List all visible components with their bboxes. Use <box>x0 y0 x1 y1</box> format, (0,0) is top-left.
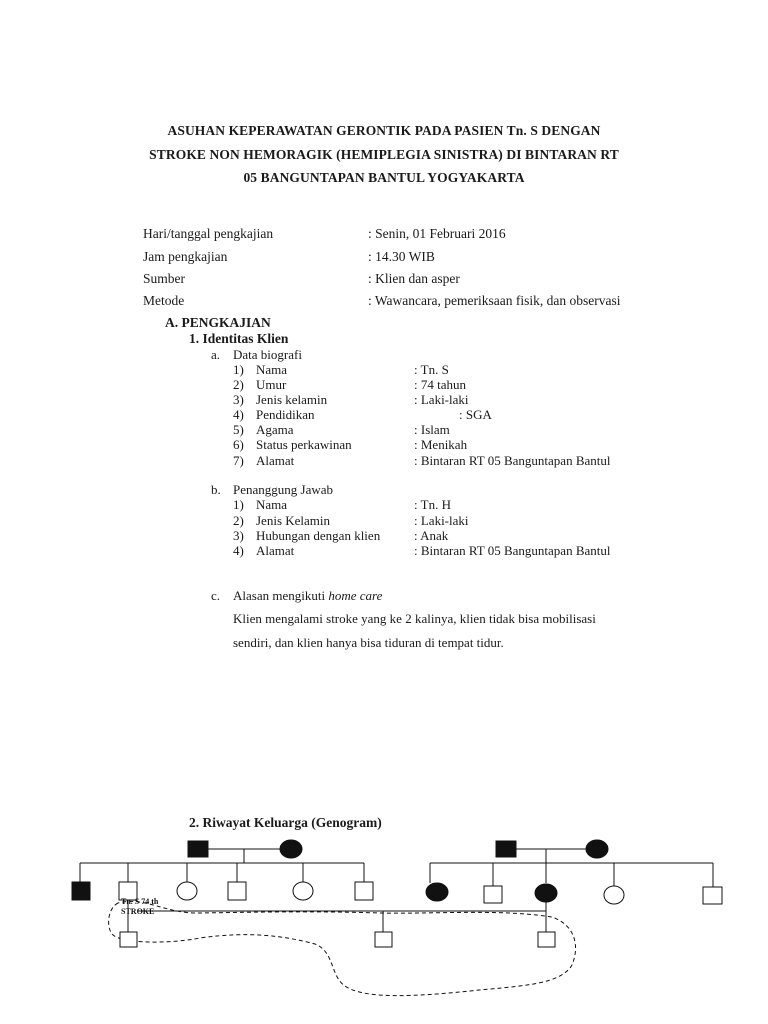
row-value: : Anak <box>414 528 449 543</box>
patient-condition: STROKE <box>121 907 155 916</box>
male-square <box>228 882 246 900</box>
row-label: Umur <box>256 377 287 392</box>
female-circle <box>177 882 197 900</box>
grandfather-deceased-square <box>496 841 516 857</box>
row-label: Alamat <box>256 453 295 468</box>
row-num: 7) <box>233 453 244 468</box>
title-line-1: ASUHAN KEPERAWATAN GERONTIK PADA PASIEN Tn. S DENGAN <box>167 123 601 138</box>
row-num: 6) <box>233 437 244 452</box>
row-num: 3) <box>233 528 244 543</box>
row-num: 1) <box>233 362 244 377</box>
row-value: : Islam <box>414 422 450 437</box>
male-square <box>484 886 502 903</box>
list-marker: a. <box>211 347 221 362</box>
child-square <box>375 932 392 947</box>
title-line-2: STROKE NON HEMORAGIK (HEMIPLEGIA SINISTRA) DI BINTARAN RT <box>149 147 619 162</box>
title-line-3: 05 BANGUNTAPAN BANTUL YOGYAKARTA <box>243 170 525 185</box>
data-biografi-heading: Data biografi <box>233 347 302 362</box>
home-care-italic: home care <box>328 588 383 603</box>
info-label-source: Sumber <box>143 271 185 286</box>
row-label: Alamat <box>256 543 295 558</box>
female-circle <box>293 882 313 900</box>
row-value: : Laki-laki <box>414 513 469 528</box>
child-square <box>538 932 555 947</box>
row-num: 4) <box>233 407 244 422</box>
penanggung-jawab-heading: Penanggung Jawab <box>233 482 334 497</box>
male-square <box>355 882 373 900</box>
list-marker: b. <box>211 482 221 497</box>
row-num: 4) <box>233 543 244 558</box>
male-square <box>703 887 722 904</box>
info-label-date: Hari/tanggal pengkajian <box>143 226 274 241</box>
row-value: : Bintaran RT 05 Banguntapan Bantul <box>414 453 611 468</box>
row-label: Nama <box>256 362 288 377</box>
child-square <box>120 932 137 947</box>
row-value: : Tn. H <box>414 497 451 512</box>
riwayat-keluarga-heading: 2. Riwayat Keluarga (Genogram) <box>189 815 382 830</box>
row-label: Status perkawinan <box>256 437 352 452</box>
row-label: Jenis kelamin <box>256 392 328 407</box>
row-label: Nama <box>256 497 288 512</box>
info-value-method: : Wawancara, pemeriksaan fisik, dan observasi <box>368 293 621 308</box>
list-marker: c. <box>211 588 221 603</box>
grandfather-deceased-square <box>188 841 208 857</box>
wife-deceased-circle <box>535 884 557 902</box>
row-value: : Menikah <box>414 437 468 452</box>
row-num: 2) <box>233 513 244 528</box>
row-value: : 74 tahun <box>414 377 466 392</box>
info-value-time: : 14.30 WIB <box>368 249 435 264</box>
row-num: 1) <box>233 497 244 512</box>
grandmother-deceased-circle <box>586 840 608 858</box>
row-value: : Tn. S <box>414 362 449 377</box>
row-num: 2) <box>233 377 244 392</box>
info-value-source: : Klien dan asper <box>368 271 460 286</box>
alasan-heading: Alasan mengikuti home care <box>233 588 383 603</box>
male-deceased-square <box>72 882 90 900</box>
row-num: 3) <box>233 392 244 407</box>
info-label-time: Jam pengkajian <box>143 249 228 264</box>
alasan-paragraph-line-2: sendiri, dan klien hanya bisa tiduran di tempat tidur. <box>233 635 504 650</box>
row-value: : Laki-laki <box>414 392 469 407</box>
genogram-diagram <box>0 830 768 1024</box>
row-value: : SGA <box>459 407 492 422</box>
row-num: 5) <box>233 422 244 437</box>
patient-label: Tn. S 74 th <box>121 897 159 906</box>
row-label: Pendidikan <box>256 407 315 422</box>
female-deceased-circle <box>426 883 448 901</box>
info-value-date: : Senin, 01 Februari 2016 <box>368 226 506 241</box>
info-label-method: Metode <box>143 293 185 308</box>
row-label: Hubungan dengan klien <box>256 528 381 543</box>
female-circle <box>604 886 624 904</box>
alasan-paragraph-line-1: Klien mengalami stroke yang ke 2 kalinya, klien tidak bisa mobilisasi <box>233 611 596 626</box>
household-boundary <box>109 901 576 995</box>
row-label: Agama <box>256 422 294 437</box>
row-value: : Bintaran RT 05 Banguntapan Bantul <box>414 543 611 558</box>
section-a-heading: A. PENGKAJIAN <box>165 315 271 330</box>
identitas-heading: 1. Identitas Klien <box>189 331 289 346</box>
grandmother-deceased-circle <box>280 840 302 858</box>
row-label: Jenis Kelamin <box>256 513 331 528</box>
